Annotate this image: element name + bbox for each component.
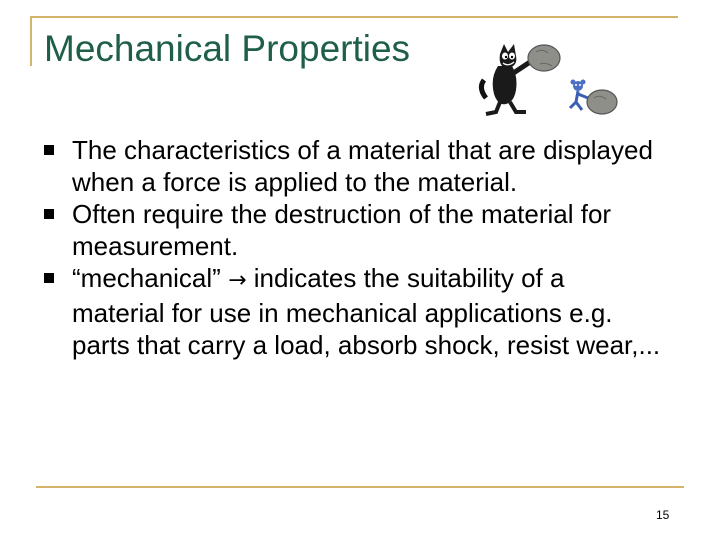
cartoon-cat-and-mouse-with-boulders-icon xyxy=(476,36,632,126)
bullet-text-3-rest: indicates the suitability of a material for use in mechanical applications e.g. parts that carry a load, absorb shock, resist wear,... xyxy=(72,263,661,360)
bullet-text-3 xyxy=(72,262,664,361)
square-bullet-icon xyxy=(44,273,54,283)
slide-title: Mechanical Properties xyxy=(44,28,411,69)
bullet-text-2: Often require the destruction of the material for measurement. xyxy=(72,199,612,261)
square-bullet-icon xyxy=(44,209,54,219)
frame-bottom-line xyxy=(36,486,684,488)
bullet-list xyxy=(44,134,664,361)
bullet-text-1: The characteristics of a material that are displayed when a force is applied to the material. xyxy=(72,135,653,197)
mechanical-quote: “mechanical” xyxy=(72,263,221,293)
frame-left-line xyxy=(30,16,32,66)
frame-top-line xyxy=(30,16,678,18)
square-bullet-icon xyxy=(44,145,54,155)
bullet-item-2 xyxy=(44,198,664,262)
bullet-item-3 xyxy=(44,262,664,361)
bullet-item-1 xyxy=(44,134,664,198)
page-number: 15 xyxy=(656,508,670,522)
right-arrow-icon: → xyxy=(228,268,247,293)
